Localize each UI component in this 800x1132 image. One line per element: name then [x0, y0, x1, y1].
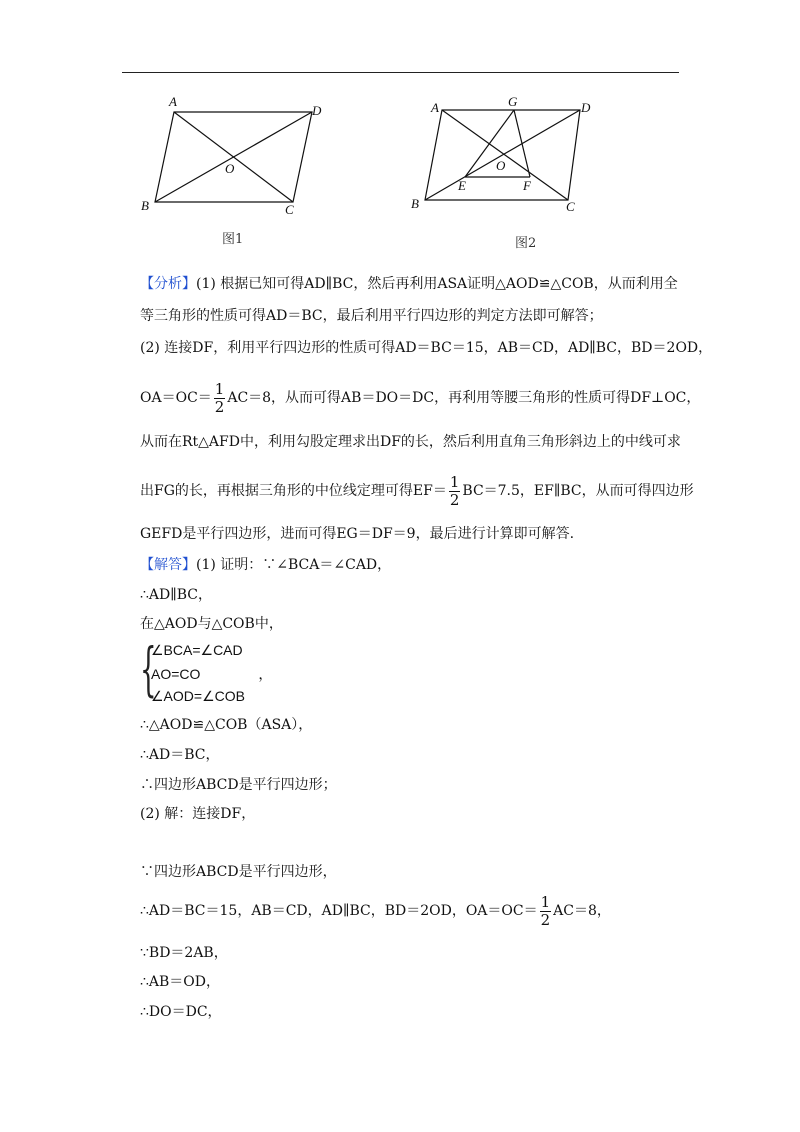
fig2-label-b: B — [411, 196, 419, 211]
analysis-line-1 — [140, 274, 678, 294]
solution-line-9 — [140, 893, 611, 929]
solution-tag: 【解答】 — [140, 557, 196, 573]
analysis-line-2: 等三角形的性质可得AD＝BC，最后利用平行四边形的判定方法即可解答； — [140, 308, 603, 324]
fig2-label-c: C — [566, 199, 575, 214]
solution-text-9a: ∴AD＝BC＝15，AB＝CD，AD∥BC，BD＝2OD，OA＝OC＝ — [140, 903, 538, 919]
header-rule — [122, 72, 679, 73]
fraction-denominator: 2 — [540, 910, 551, 929]
solution-line-3: 在△AOD与△COB中， — [140, 616, 283, 632]
system-eq-2-text: AO=CO — [151, 666, 201, 682]
fig1-label-o: O — [225, 161, 235, 176]
solution-text-9b: AC＝8， — [553, 903, 611, 919]
solution-line-2: ∴AD∥BC， — [140, 587, 212, 603]
analysis-text-6a: 出FG的长，再根据三角形的中位线定理可得EF＝ — [140, 483, 447, 499]
fig2-label-o: O — [496, 158, 506, 173]
fig1-label-b: B — [141, 198, 149, 213]
system-eq-3: ∠AOD=∠COB — [151, 688, 245, 704]
fig1-label-d: D — [312, 103, 322, 118]
fraction-numerator: 1 — [449, 472, 460, 491]
solution-line-10: ∵BD＝2AB， — [140, 945, 228, 961]
analysis-text-4a: OA＝OC＝ — [140, 390, 212, 406]
fig2-label-e: E — [458, 178, 466, 193]
fig2-label-f: F — [523, 178, 531, 193]
solution-line-4: ∴△AOD≌△COB（ASA）， — [140, 717, 313, 733]
fraction-denominator: 2 — [214, 397, 225, 416]
system-eq-1: ∠BCA=∠CAD — [151, 642, 243, 658]
analysis-tag: 【分析】 — [140, 276, 196, 292]
figure-2-parallelogram — [400, 90, 610, 220]
system-comma: ， — [258, 666, 273, 682]
analysis-line-3: (2) 连接DF，利用平行四边形的性质可得AD＝BC＝15，AB＝CD，AD∥BC，BD＝2OD， — [140, 340, 713, 356]
fig2-label-a: A — [431, 100, 439, 115]
fraction-one-half — [449, 474, 461, 509]
analysis-text-6b: BC＝7.5，EF∥BC，从而可得四边形 — [462, 483, 694, 499]
solution-line-6: ∴四边形ABCD是平行四边形； — [140, 777, 337, 793]
analysis-line-7: GEFD是平行四边形，进而可得EG＝DF＝9，最后进行计算即可解答. — [140, 526, 575, 542]
solution-line-7: (2) 解：连接DF， — [140, 806, 256, 822]
figure-2-caption: 图2 — [515, 236, 537, 251]
analysis-line-6 — [140, 473, 694, 509]
solution-line-12: ∴DO＝DC， — [140, 1004, 222, 1020]
analysis-text-4b: AC＝8，从而可得AB＝DO＝DC，再利用等腰三角形的性质可得DF⊥OC， — [227, 390, 701, 406]
system-eq-2 — [151, 664, 272, 684]
figure-1-parallelogram — [130, 90, 340, 220]
fraction-denominator: 2 — [449, 490, 460, 509]
analysis-line-4 — [140, 380, 700, 416]
fig2-label-d: D — [581, 100, 591, 115]
solution-line-5: ∴AD＝BC， — [140, 747, 220, 763]
solution-line-11: ∴AB＝OD， — [140, 974, 221, 990]
system-brace: { — [140, 635, 157, 703]
analysis-text-1: (1) 根据已知可得AD∥BC，然后再利用ASA证明△AOD≌△COB，从而利用全 — [196, 276, 678, 292]
fig1-label-a: A — [169, 94, 177, 109]
solution-line-1 — [140, 555, 391, 575]
figure-1-caption: 图1 — [222, 232, 244, 247]
fig1-label-c: C — [285, 202, 294, 217]
analysis-line-5: 从而在Rt△AFD中，利用勾股定理求出DF的长，然后利用直角三角形斜边上的中线可求 — [140, 434, 681, 450]
fraction-one-half — [214, 381, 226, 416]
fraction-one-half — [540, 894, 552, 929]
fig2-label-g: G — [508, 94, 518, 109]
fraction-numerator: 1 — [214, 379, 225, 398]
solution-text-1: (1) 证明：∵∠BCA＝∠CAD， — [196, 557, 392, 573]
solution-line-8: ∵四边形ABCD是平行四边形， — [140, 864, 337, 880]
fraction-numerator: 1 — [540, 892, 551, 911]
